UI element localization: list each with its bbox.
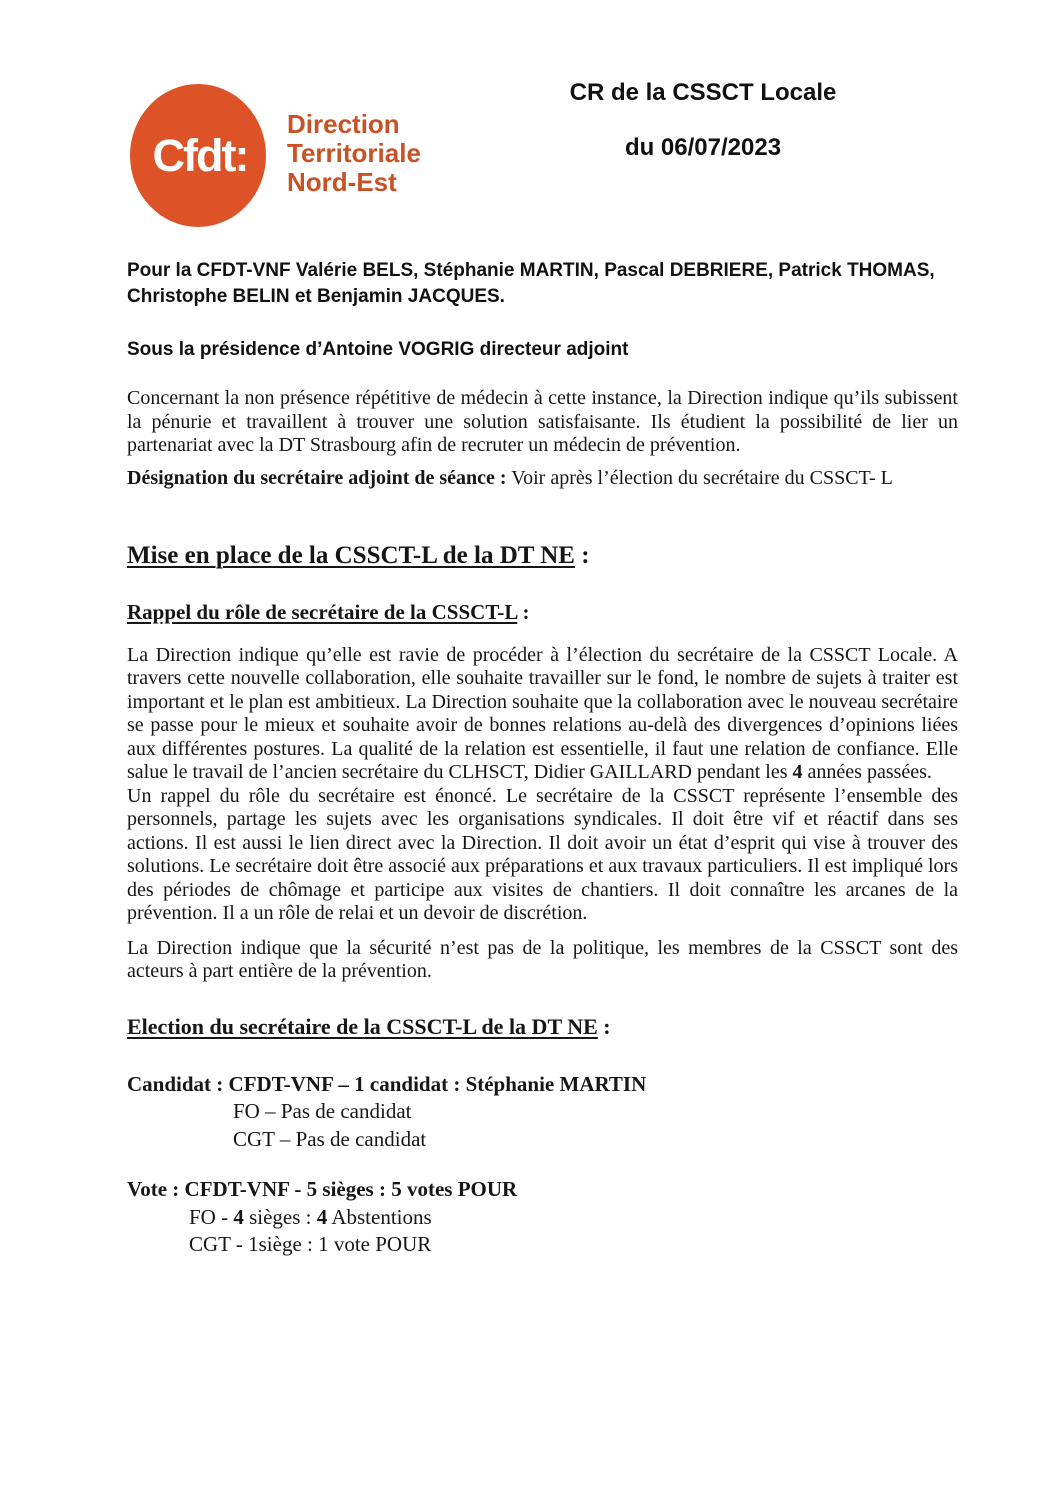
vote-line-cfdt: Vote : CFDT-VNF - 5 sièges : 5 votes POUR bbox=[127, 1177, 518, 1201]
cfdt-logo-mark: Cfdt: bbox=[152, 129, 248, 181]
candidat-line-fo: FO – Pas de candidat bbox=[233, 1099, 412, 1123]
document-date: du 06/07/2023 bbox=[624, 134, 782, 161]
attendees-paragraph: Pour la CFDT-VNF Valérie BELS, Stéphanie MARTIN, Pascal DEBRIERE, Patrick THOMAS, Christophe BELIN et Benjamin JACQUES. bbox=[127, 260, 935, 307]
candidat-block bbox=[127, 1071, 958, 1154]
logo-org-line-3: Nord-Est bbox=[287, 167, 397, 197]
role-paragraph-1-bold-number: 4 bbox=[792, 761, 803, 783]
role-paragraph-1: La Direction indique qu’elle est ravie de procéder à l’élection du secrétaire de la CSSCT Locale. A travers cette nouvelle collaboration, elle souhaite travailler sur le fond, le nombre de sujets à traiter est important et le plan est ambitieux. La Direction souhaite que la collaboration avec le nouveau secrétaire se passe pour le mieux et souhaite avoir de bonnes relations au-delà des divergences d’opinions liées aux différentes postures. La qualité de la relation est essentielle, il faut une relation de confiance. Elle salue le travail de l’ancien secrétaire du CLHSCT, Didier GAILLARD pendant les 4 années passées. bbox=[127, 643, 958, 783]
designation-line bbox=[127, 467, 958, 490]
logo-org-line-1: Direction bbox=[287, 109, 400, 139]
logo-org-name bbox=[287, 110, 421, 197]
vote-line-fo: FO - 4 sièges : 4 Abstentions bbox=[189, 1204, 432, 1229]
presidence-line: Sous la présidence d’Antoine VOGRIG directeur adjoint bbox=[127, 339, 629, 360]
securite-paragraph: La Direction indique que la sécurité n’est pas de la politique, les membres de la CSSCT sont des acteurs à part entière de la prévention. bbox=[127, 936, 958, 982]
designation-text: Voir après l’élection du secrétaire du CSSCT- L bbox=[506, 466, 893, 489]
section-heading-election: Election du secrétaire de la CSSCT-L de la DT NE : bbox=[127, 1013, 611, 1039]
designation-label: Désignation du secrétaire adjoint de séance : bbox=[127, 466, 507, 489]
medecin-paragraph: Concernant la non présence répétitive de médecin à cette instance, la Direction indique qu’ils subissent la pénurie et travaillent à trouver une solution satisfaisante. Ils étudient la possibilité de lier un partenariat avec la DT Strasbourg afin de recruter un médecin de prévention. bbox=[127, 387, 958, 456]
logo-org-line-2: Territoriale bbox=[287, 138, 421, 168]
document-body bbox=[127, 258, 958, 1259]
subheading-rappel: Rappel du rôle de secrétaire de la CSSCT-L : bbox=[127, 599, 530, 624]
vote-block bbox=[127, 1176, 958, 1259]
section-heading-mise: Mise en place de la CSSCT-L de la DT NE : bbox=[127, 541, 590, 569]
document-title: CR de la CSSCT Locale bbox=[569, 79, 837, 106]
candidat-line-cfdt: Candidat : CFDT-VNF – 1 candidat : Stéphanie MARTIN bbox=[127, 1071, 647, 1096]
document-title-block bbox=[428, 79, 978, 162]
vote-line-cgt: CGT - 1siège : 1 vote POUR bbox=[189, 1232, 432, 1256]
role-paragraph-2: Un rappel du rôle du secrétaire est énoncé. Le secrétaire de la CSSCT représente l’ensemble des personnels, partage les sujets avec les organisations syndicales. Il doit être vif et réactif dans ses actions. Il est aussi le lien direct avec la Direction. Il doit avoir un état d’esprit qui vise à trouver des solutions. Le secrétaire doit être associé aux préparations et aux travaux particuliers. Il est impliqué lors des périodes de chômage et participe aux visites de chantiers. Il doit connaître les arcanes de la prévention. Il a un rôle de relai et un devoir de discrétion. bbox=[127, 784, 958, 924]
cfdt-logo bbox=[130, 84, 266, 227]
candidat-line-cgt: CGT – Pas de candidat bbox=[233, 1126, 427, 1151]
